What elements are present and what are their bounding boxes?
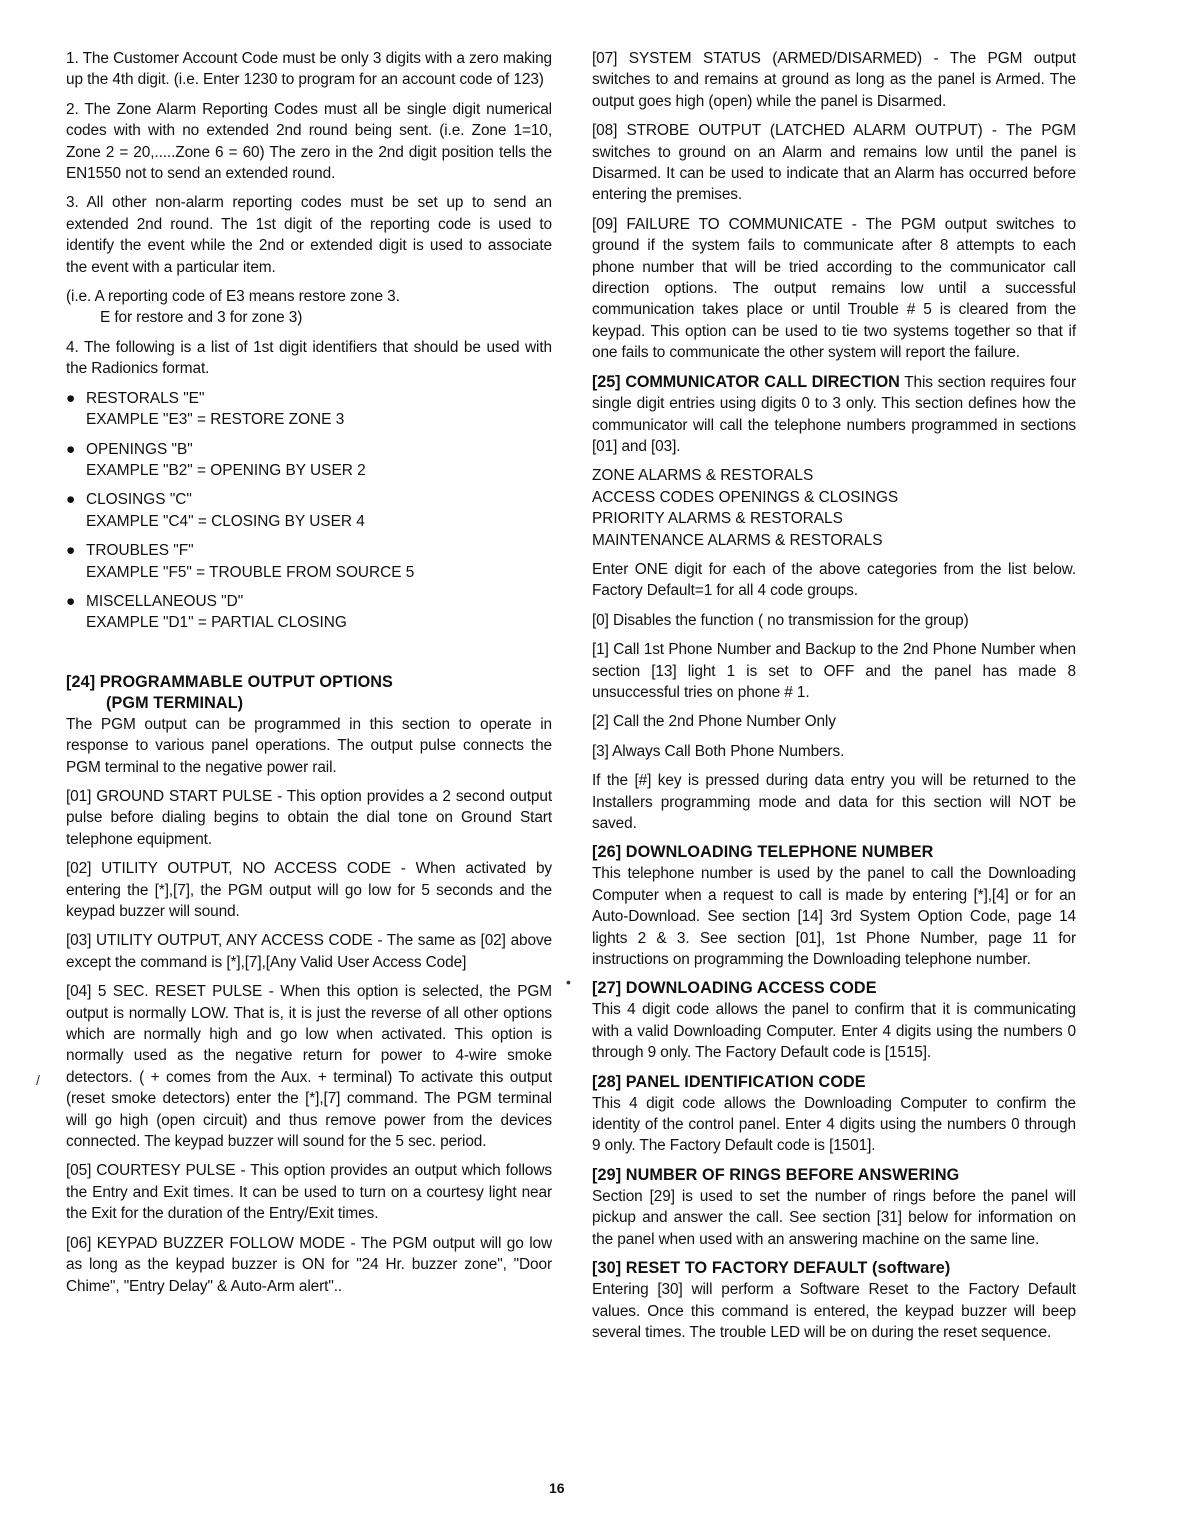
pgm-option-02: [02] UTILITY OUTPUT, NO ACCESS CODE - When activated by entering the [*],[7], the PGM output will go low for 5 seconds and the keypad buzzer will sound. [66,860,552,920]
identifier-item [66,489,552,532]
margin-mark: / [36,1072,40,1088]
hash-key-note: If the [#] key is pressed during data entry you will be returned to the Installers programming mode and data for this section will NOT be saved. [592,772,1076,832]
pgm-option-07: [07] SYSTEM STATUS (ARMED/DISARMED) - The PGM output switches to and remains at ground as long as the panel is Armed. The output goes high (open) while the panel is Disarmed. [592,50,1076,110]
right-column [592,48,1076,1343]
choice-3: [3] Always Call Both Phone Numbers. [592,742,845,760]
identifier-name: TROUBLES "F" [86,542,194,560]
margin-mark: • [566,974,571,990]
pgm-option-04: [04] 5 SEC. RESET PULSE - When this option is selected, the PGM output is normally LOW. That is, it is just the reverse of all other options which are normally high and go low when activated. This option is normally used as the negative return for power to 4-wire smoke detectors. ( + comes from the Aux. + terminal) To activate this output (reset smoke detectors) enter the [*],[7] command. The PGM terminal will go high (open circuit) and thus remove power from the devices connected. The keypad buzzer will sound for the 5 sec. period. [66,983,552,1151]
example-line-1: (i.e. A reporting code of E3 means restore zone 3. [66,288,400,306]
left-column [66,48,552,1305]
section-24-title: [24] PROGRAMMABLE OUTPUT OPTIONS [66,672,393,691]
identifier-name: MISCELLANEOUS "D" [86,592,244,610]
pgm-option-01: [01] GROUND START PULSE - This option provides a 2 second output pulse before dialing begins to obtain the dial tone on Ground Start telephone equipment. [66,787,552,848]
note-2: 2. The Zone Alarm Reporting Codes must all be single digit numerical codes with with no extended 2nd round being sent. (i.e. Zone 1=10, Zone 2 = 20,.....Zone 6 = 60) The zero in the 2nd digit position tells the EN1550 not to send an extended round. [66,100,552,183]
category-item: PRIORITY ALARMS & RESTORALS [592,510,843,528]
category-item: MAINTENANCE ALARMS & RESTORALS [592,531,883,549]
section-24-intro: The PGM output can be programmed in this section to operate in response to various panel operations. The output pulse connects the PGM terminal to the negative power rail. [66,715,552,776]
identifier-name: CLOSINGS "C" [86,491,192,509]
enter-one-digit: Enter ONE digit for each of the above categories from the list below. Factory Default=1 for all 4 code groups. [592,560,1076,600]
pgm-option-09: [09] FAILURE TO COMMUNICATE - The PGM output switches to ground if the system fails to communicate after 8 attempts to each phone number that will be tried according to the communicator call direction options. The output remains low until a successful communication takes place or until Trouble # 5 is cleared from the keypad. This option can be used to tie two systems together so that if one fails to communicate the other system will report the failure. [592,215,1076,362]
section-26-text: This telephone number is used by the panel to call the Downloading Computer when a request to call is made by entering [*],[4] or for an Auto-Download. See section [14] 3rd System Option Code, page 14 lights 2 & 3. See section [01], 1st Phone Number, page 11 for instructions on programming the Downloading telephone number. [592,865,1076,969]
section-25-title: [25] COMMUNICATOR CALL DIRECTION [592,372,900,391]
identifier-name: RESTORALS "E" [86,389,205,407]
bullet-icon: ● [66,542,76,560]
identifier-name: OPENINGS "B" [86,440,193,458]
page-number: 16 [549,1480,565,1496]
identifier-item [66,540,552,583]
section-28-title: [28] PANEL IDENTIFICATION CODE [592,1072,866,1091]
section-26-title: [26] DOWNLOADING TELEPHONE NUMBER [592,843,934,862]
pgm-option-05: [05] COURTESY PULSE - This option provides an output which follows the Entry and Exit times. It can be used to turn on a courtesy light near the Exit for the duration of the Entry/Exit times. [66,1162,552,1223]
identifier-example: EXAMPLE "E3" = RESTORE ZONE 3 [86,411,345,429]
note-4: 4. The following is a list of 1st digit identifiers that should be used with the Radionics format. [66,338,552,378]
section-24-subtitle: (PGM TERMINAL) [106,693,244,712]
example-note [66,286,552,329]
section-25 [592,372,1076,458]
identifier-item [66,591,552,634]
identifier-example: EXAMPLE "B2" = OPENING BY USER 2 [86,461,366,479]
section-30-title: [30] RESET TO FACTORY DEFAULT (software) [592,1259,951,1278]
category-item: ACCESS CODES OPENINGS & CLOSINGS [592,488,899,506]
section-25-text: This section requires four single digit entries using digits 0 to 3 only. This section defines how the communicator will call the telephone numbers programmed in sections [01] and [03]. [592,373,1076,455]
section-27-title: [27] DOWNLOADING ACCESS CODE [592,979,877,998]
section-24-heading [66,672,552,714]
section-30-text: Entering [30] will perform a Software Reset to the Factory Default values. Once this command is entered, the keypad buzzer will beep several times. The trouble LED will be on during the reset sequence. [592,1281,1076,1341]
bullet-icon: ● [66,440,76,458]
identifier-example: EXAMPLE "C4" = CLOSING BY USER 4 [86,512,365,530]
choice-2: [2] Call the 2nd Phone Number Only [592,713,836,731]
pgm-option-06: [06] KEYPAD BUZZER FOLLOW MODE - The PGM output will go low as long as the keypad buzzer is ON for "24 Hr. buzzer zone", "Door Chime", "Entry Delay" & Auto-Arm alert".. [66,1234,552,1295]
pgm-option-08: [08] STROBE OUTPUT (LATCHED ALARM OUTPUT) - The PGM switches to ground on an Alarm and remains low until the panel is Disarmed. It can be used to indicate that an Alarm has occurred before entering the premises. [592,122,1076,204]
section-28-text: This 4 digit code allows the Downloading Computer to confirm the identity of the control panel. Enter 4 digits using the numbers 0 through 9 only. The Factory Default code is [1501]. [592,1094,1076,1155]
note-1: 1. The Customer Account Code must be only 3 digits with a zero making up the 4th digit. (i.e. Enter 1230 to program for an account code of 123) [66,50,552,89]
bullet-icon: ● [66,592,76,610]
choice-0: [0] Disables the function ( no transmission for the group) [592,611,969,629]
example-line-2: E for restore and 3 for zone 3) [100,309,303,327]
category-list [592,465,1076,551]
identifier-example: EXAMPLE "D1" = PARTIAL CLOSING [86,614,347,632]
section-27-text: This 4 digit code allows the panel to confirm that it is communicating with a valid Downloading Computer. Enter 4 digits using the numbers 0 through 9 only. The Factory Default code is [1515]. [592,1001,1076,1062]
pgm-option-03: [03] UTILITY OUTPUT, ANY ACCESS CODE - The same as [02] above except the command is [*],[7],[Any Valid User Access Code] [66,932,552,971]
choice-1: [1] Call 1st Phone Number and Backup to the 2nd Phone Number when section [13] light 1 is set to OFF and the panel has made 8 unsuccessful tries on phone # 1. [592,641,1076,701]
category-item: ZONE ALARMS & RESTORALS [592,467,814,485]
bullet-icon: ● [66,491,76,509]
identifier-example: EXAMPLE "F5" = TROUBLE FROM SOURCE 5 [86,563,415,581]
note-3: 3. All other non-alarm reporting codes must be set up to send an extended 2nd round. The 1st digit of the reporting code is used to identify the event while the 2nd or extended digit is used to associate the event with a particular item. [66,194,552,276]
bullet-icon: ● [66,389,76,407]
section-29-text: Section [29] is used to set the number of rings before the panel will pickup and answer the call. See section [31] below for information on the panel when used with an answering machine on the same line. [592,1187,1076,1248]
identifier-item [66,439,552,482]
identifier-item [66,388,552,431]
section-29-title: [29] NUMBER OF RINGS BEFORE ANSWERING [592,1165,960,1184]
